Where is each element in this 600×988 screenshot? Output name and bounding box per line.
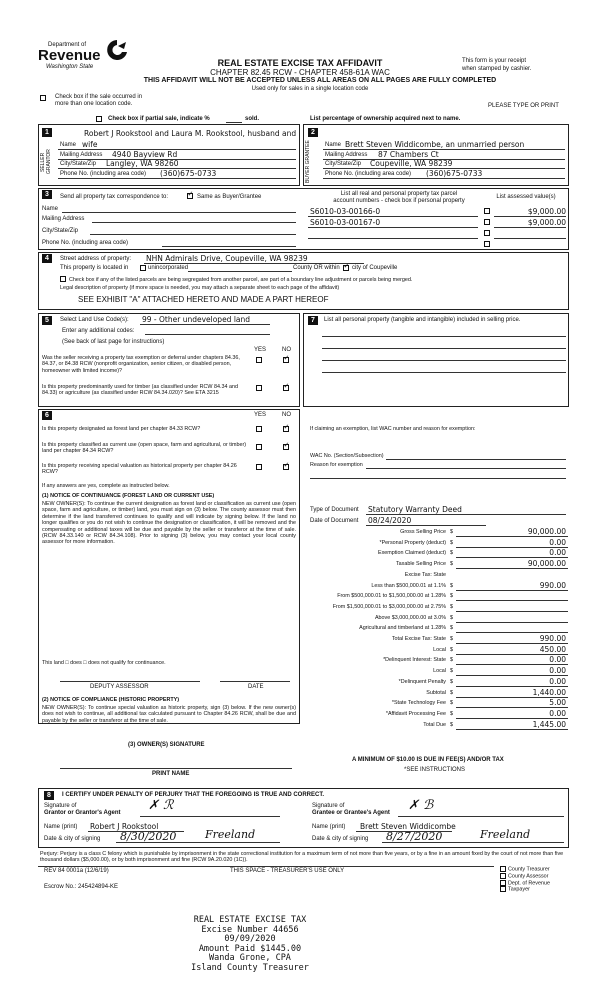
buyer-addr-field[interactable]: 87 Chambers Ct [378, 150, 439, 159]
dept-line2: Revenue [38, 47, 101, 64]
sec6-no-header: NO [282, 412, 291, 418]
stamp-line1: REAL ESTATE EXCISE TAX [193, 915, 307, 925]
sec5-q2-yes[interactable] [256, 385, 264, 393]
tax-row-label: Local [433, 668, 446, 674]
seller-phone-field[interactable]: (360)675-0733 [160, 169, 217, 178]
treasurer-use: THIS SPACE - TREASURER'S USE ONLY [230, 868, 345, 874]
section-2-number: 2 [308, 128, 318, 137]
grantee-datecity-label: Date & city of signing [312, 836, 369, 842]
tax-row-value[interactable]: 0.00 [549, 677, 566, 686]
escrow-number: Escrow No.: 245424894-KE [44, 884, 119, 890]
form-warning: THIS AFFIDAVIT WILL NOT BE ACCEPTED UNLESS ALL AREAS ON ALL PAGES ARE FULLY COMPLETED [143, 77, 497, 84]
unincorporated-label: unincorporated [148, 265, 189, 271]
multi-location-label1: Check box if the sale occurred in [55, 94, 143, 100]
tax-row-value[interactable]: 0.00 [549, 538, 566, 547]
parcel-2-number[interactable]: S6010-03-00167-0 [310, 218, 381, 227]
notice1-title: (1) NOTICE OF CONTINUANCE (FOREST LAND OR CURRENT USE) [42, 493, 215, 499]
doc-type-field[interactable]: Statutory Warranty Deed [368, 505, 462, 514]
seller-side-label: SELLER GRANTOR [40, 149, 52, 175]
tax-row-value[interactable]: 0.00 [549, 655, 566, 664]
notice1-body: NEW OWNER(S): To continue the current designation as forest land or classification as current use (open space, farm and agriculture, or timber) land, you must sign on (3) below. The county assessor must then determine if the land transferred continues to qualify and will indicate by signing below. If the land no longer qualifies or you do not wish to continue the designation or classification, it will be removed and the compensating or additional taxes will be due and payable by the seller or transferor at the time of sale. (RCW 84.33.140 or RCW 84.34.108). Prior to signing (3) below, you may contact your local county assessor for more information. [42, 501, 296, 546]
tax-row-label: From $1,500,000.01 to $3,000,000.00 at 2.75% [332, 604, 446, 610]
type-or-print: PLEASE TYPE OR PRINT [488, 103, 559, 109]
rev-number: REV 84 0001a (12/6/19) [44, 868, 109, 874]
notice2-body: NEW OWNER(S): To continue special valuation as historic property, sign (3) below. If the new owner(s) does not wish to continue, all additional tax calculated pursuant to Chapter 84.26 RCW, shall be due and payable by the seller or transferor at the time of sale. [42, 705, 296, 724]
sec5-no-header: NO [282, 347, 291, 353]
tax-row-value[interactable]: 990.00 [539, 634, 566, 643]
sec6-q2-yes[interactable] [256, 444, 264, 452]
tax-row-value[interactable]: 1,445.00 [532, 720, 566, 729]
seller-addr-field[interactable]: 4940 Bayview Rd [112, 150, 178, 159]
buyer-addr-label: Mailing Address [325, 152, 368, 158]
city-label: city of Coupeville [352, 265, 398, 271]
sec3-name-label: Name [42, 206, 59, 212]
additional-codes-label: Enter any additional codes: [62, 328, 135, 334]
grantor-sig-label2: Grantor or Grantor's Agent [44, 810, 121, 816]
tax-row-dollar: $ [450, 583, 453, 589]
seller-city-field[interactable]: Langley, WA 98260 [106, 159, 179, 168]
copy-county-treasurer: County Treasurer [508, 866, 550, 873]
tax-row-label: Subtotal [426, 690, 446, 696]
dept-line1: Department of [48, 42, 87, 48]
exemption-label: If claiming an exemption, list WAC number and reason for exemption: [310, 426, 476, 432]
parcel-4-check[interactable] [484, 241, 492, 249]
parcel-header-line2: account numbers - check box if personal property [333, 198, 465, 204]
county-label: County OR within [293, 265, 340, 271]
seller-name-field[interactable]: wife [82, 140, 98, 149]
deputy-assessor-label: DEPUTY ASSESSOR [90, 684, 149, 690]
tax-row-dollar: $ [450, 604, 453, 610]
personal-property-label: List all personal property (tangible and intangible) included in selling price. [324, 317, 521, 323]
if-any-yes: If any answers are yes, complete as instructed below. [42, 483, 170, 489]
tax-row-value[interactable]: 0.00 [549, 548, 566, 557]
tax-row-value[interactable]: 1,440.00 [532, 688, 566, 697]
tax-row-dollar: $ [450, 550, 453, 556]
tax-row-dollar: $ [450, 561, 453, 567]
tax-row-value[interactable]: 5.00 [549, 698, 566, 707]
sec3-mail-label: Mailing Address [42, 216, 85, 222]
perjury-text: Perjury: Perjury is a class C felony which is punishable by imprisonment in the state correctional institution for a maximum term of not more than five years, or by a fine in an amount fixed by the court of not more than five thousand dollars ($5,000.00), or by both imprisonment and fine (RCW 9A.20.020 (1C)). [40, 851, 564, 864]
dor-logo [38, 38, 130, 78]
sec5-q2-no[interactable] [283, 385, 291, 393]
city-check[interactable] [343, 265, 351, 273]
buyer-phone-field[interactable]: (360)675-0733 [426, 169, 483, 178]
notice2-title: (2) NOTICE OF COMPLIANCE (HISTORIC PROPERTY) [42, 697, 180, 703]
seller-name-label: Name [60, 142, 77, 148]
partial-sold: sold. [245, 116, 260, 122]
section-8-number: 8 [44, 791, 54, 800]
segregation-check[interactable] [60, 276, 68, 284]
stamp-line4: Amount Paid $1445.00 [198, 943, 302, 954]
stamp-line5: Wanda Grone, CPA [209, 953, 291, 963]
section-6-number: 6 [42, 411, 52, 420]
sec5-q1-no[interactable] [283, 357, 291, 365]
copy-county-assessor: County Assessor [508, 873, 549, 880]
buyer-city-label: City/State/Zip [325, 161, 362, 167]
tax-row-dollar: $ [450, 722, 453, 728]
tax-row-dollar: $ [450, 625, 453, 631]
doc-date-field[interactable]: 08/24/2020 [368, 516, 412, 525]
dor-swoosh-icon [104, 38, 130, 62]
parcel-3-check[interactable] [484, 230, 492, 238]
tax-row-dollar: $ [450, 679, 453, 685]
section-4-number: 4 [42, 254, 52, 263]
sec6-question1: Is this property designated as forest land per chapter 84.33 RCW? [42, 426, 201, 432]
tax-row-label: *Delinquent Interest: State [383, 657, 446, 663]
form-title: REAL ESTATE EXCISE TAX AFFIDAVIT [217, 58, 383, 68]
sec6-question2: Is this property classified as current use (open space, farm and agricultural, or timber) land per chapter 84.34 RCW? [42, 442, 247, 455]
grantor-print-name[interactable]: Robert J Rookstool [90, 822, 159, 831]
tax-row-dollar: $ [450, 700, 453, 706]
grantor-signature[interactable]: ✗ ℛ [148, 798, 174, 813]
seller-city-label: City/State/Zip [60, 161, 97, 167]
tax-row-label: Local [433, 647, 446, 653]
sec6-question3: Is this property receiving special valuation as historical property per chapter 84.26 RCW? [42, 463, 237, 476]
sec5-yes-header: YES [254, 347, 267, 353]
form-chapter: CHAPTER 82.45 RCW - CHAPTER 458-61A WAC [210, 68, 390, 77]
tax-row-dollar: $ [450, 711, 453, 717]
dept-line3: Washington State [46, 64, 94, 70]
parcel-header-line1: List all real and personal property tax parcel [340, 191, 458, 197]
tax-row-label: Less than $500,000.01 at 1.1% [371, 583, 446, 589]
partial-sale-label: Check box if partial sale, indicate % [108, 116, 210, 122]
grantee-city[interactable]: Freeland [480, 828, 531, 841]
sec6-q3-no[interactable] [283, 464, 291, 472]
sec6-q2-no[interactable] [283, 444, 291, 452]
section-3-number: 3 [42, 190, 52, 199]
ownership-label: List percentage of ownership acquired next to name. [310, 116, 461, 122]
parcel-2-value[interactable]: $9,000.00 [527, 218, 566, 227]
see-instructions-label: *SEE INSTRUCTIONS [404, 767, 466, 773]
seller-name-line1: Robert J Rookstool and Laura M. Rookstool, husband and [84, 129, 297, 138]
wac-label: WAC No. (Section/Subsection) [310, 453, 384, 459]
sec5-q1-yes[interactable] [256, 357, 264, 365]
stamp-line2: Excise Number 44656 [201, 924, 299, 935]
minimum-fee-label: A MINIMUM OF $10.00 IS DUE IN FEE(S) AND/OR TAX [352, 757, 504, 763]
tax-row-label: Taxable Selling Price [395, 561, 446, 567]
land-use-label: Select Land Use Code(s): [60, 317, 129, 323]
legal-description-label: Legal description of property (if more space is needed, you may attach a separate sheet to each page of the affidavit) [60, 285, 340, 291]
sec3-phone-label: Phone No. (including area code) [42, 240, 129, 246]
buyer-phone-label: Phone No. (including area code) [325, 171, 412, 177]
grantee-sig-label1: Signature of [312, 803, 345, 809]
date-label: DATE [248, 684, 264, 690]
copy-distribution [500, 866, 550, 893]
tax-row-value[interactable]: 0.00 [549, 666, 566, 675]
multi-location-check[interactable] [40, 95, 48, 103]
tax-row-label: Exemption Claimed (deduct) [377, 550, 446, 556]
seller-addr-label: Mailing Address [60, 152, 103, 158]
tax-row-dollar: $ [450, 668, 453, 674]
tax-row-dollar: $ [450, 690, 453, 696]
section-5-number: 5 [42, 316, 52, 325]
grantor-print-label: Name (print) [44, 824, 78, 830]
grantor-date[interactable]: 8/30/2020 [120, 830, 177, 843]
tax-row-value[interactable]: 990.00 [539, 581, 566, 590]
unincorporated-check[interactable] [140, 265, 148, 273]
street-field[interactable]: NHN Admirals Drive, Coupeville, WA 98239 [146, 254, 308, 263]
grantee-print-name[interactable]: Brett Steven Widdicombe [360, 822, 456, 831]
reason-label: Reason for exemption [310, 462, 363, 468]
grantor-city[interactable]: Freeland [205, 828, 256, 841]
exhibit-text: SEE EXHIBIT "A" ATTACHED HERETO AND MADE A PART HEREOF [78, 295, 329, 304]
same-as-buyer-check[interactable] [187, 193, 195, 201]
buyer-city-field[interactable]: Coupeville, WA 98239 [370, 159, 453, 168]
segregation-label: Check box if any of the listed parcels are being segregated from another parcel, are part of a boundary line adjustment or parcels being merged. [69, 277, 413, 283]
street-label: Street address of property: [60, 256, 132, 262]
tax-row-value[interactable]: 90,000.00 [527, 527, 566, 536]
sec3-city-label: City/State/Zip [42, 228, 79, 234]
sec6-yes-header: YES [254, 412, 267, 418]
sec6-q1-yes[interactable] [256, 426, 264, 434]
stamp-line3: 09/09/2020 [224, 934, 276, 944]
sec6-q1-no[interactable] [283, 426, 291, 434]
form-sub: Used only for sales in a single location code [251, 86, 369, 92]
tax-row-label: *Affidavit Processing Fee [385, 711, 446, 717]
tax-row-dollar: $ [450, 540, 453, 546]
grantee-signature[interactable]: ✗ ℬ [408, 798, 434, 813]
receipt-line2: when stamped by cashier. [462, 66, 532, 72]
buyer-name-field[interactable]: Brett Steven Widdicombe, an unmarried person [345, 140, 525, 149]
buyer-name-label: Name [325, 142, 342, 148]
sec5-question1: Was the seller receiving a property tax exemption or deferral under chapters 84.36, 84.37, or 84.38 RCW (nonprofit organization, senior citizen, or disabled person, homeowner with limited income)? [42, 355, 240, 374]
tax-row-dollar: $ [450, 647, 453, 653]
tax-row-label: *State Technology Fee [391, 700, 446, 706]
tax-row-label: Total Excise Tax: State [391, 636, 446, 642]
receipt-line1: This form is your receipt [462, 58, 527, 64]
print-name-label: PRINT NAME [152, 771, 190, 777]
tax-row-dollar: $ [450, 593, 453, 599]
grantee-date[interactable]: 8/27/2020 [386, 830, 443, 843]
see-back-label: (See back of last page for instructions) [62, 339, 165, 345]
tax-row-dollar: $ [450, 636, 453, 642]
copy-dept-revenue: Dept. of Revenue [508, 880, 550, 887]
parcel-1-value[interactable]: $9,000.00 [527, 207, 566, 216]
tax-row-label: Above $3,000,000.00 at 3.0% [374, 615, 446, 621]
tax-row-label: Agricultural and timberland at 1.28% [359, 625, 446, 631]
located-in-label: This property is located in [60, 265, 129, 271]
tax-row-label: *Delinquent Penalty [398, 679, 446, 685]
qualify-text: This land □ does □ does not qualify for continuance. [42, 660, 166, 666]
section-1-number: 1 [42, 128, 52, 137]
tax-row-label: Gross Selling Price [400, 529, 446, 535]
grantee-sig-label2: Grantee or Grantee's Agent [312, 810, 390, 816]
owner-signature-label: (3) OWNER(S) SIGNATURE [128, 742, 205, 748]
sec5-question2: Is this property predominantly used for timber (as classified under RCW 84.34 and 84.33) or agriculture (as classified under RCW 84.34.020)? See ETA 3215 [42, 384, 238, 397]
assessed-header: List assessed value(s) [496, 194, 556, 200]
send-correspondence-label: Send all property tax correspondence to: [60, 194, 169, 200]
tax-row-value[interactable]: 0.00 [549, 709, 566, 718]
multi-location-label2: more than one location code. [55, 101, 133, 107]
certify-text: I CERTIFY UNDER PENALTY OF PERJURY THAT THE FOREGOING IS TRUE AND CORRECT. [62, 792, 325, 798]
buyer-side-label: BUYER GRANTEE [305, 140, 311, 184]
land-use-field[interactable]: 99 - Other undeveloped land [142, 315, 251, 324]
tax-row-label: Excise Tax: State [404, 572, 446, 578]
stamp-line6: Island County Treasurer [191, 962, 309, 973]
section-7-number: 7 [308, 316, 318, 325]
tax-row-dollar: $ [450, 529, 453, 535]
doc-date-label: Date of Document [310, 518, 359, 524]
tax-row-value[interactable]: 450.00 [539, 645, 566, 654]
tax-row-dollar: $ [450, 615, 453, 621]
tax-row-value[interactable]: 90,000.00 [527, 559, 566, 568]
grantor-sig-label1: Signature of [44, 803, 77, 809]
tax-row-label: *Personal Property (deduct) [379, 540, 446, 546]
doc-type-label: Type of Document [310, 507, 359, 513]
same-as-buyer-label: Same as Buyer/Grantee [197, 194, 262, 200]
tax-row-label: Total Due [423, 722, 446, 728]
grantee-print-label: Name (print) [312, 824, 346, 830]
sec6-q3-yes[interactable] [256, 464, 264, 472]
seller-phone-label: Phone No. (including area code) [60, 171, 147, 177]
tax-row-label: From $500,000.01 to $1,500,000.00 at 1.28% [337, 593, 446, 599]
section-6-box [38, 409, 300, 724]
copy-taxpayer: Taxpayer [508, 886, 530, 893]
grantor-datecity-label: Date & city of signing [44, 836, 101, 842]
parcel-1-number[interactable]: S6010-03-00166-0 [310, 207, 381, 216]
treasurer-stamp [160, 916, 340, 973]
tax-row-dollar: $ [450, 657, 453, 663]
partial-sale-check[interactable] [96, 116, 104, 124]
